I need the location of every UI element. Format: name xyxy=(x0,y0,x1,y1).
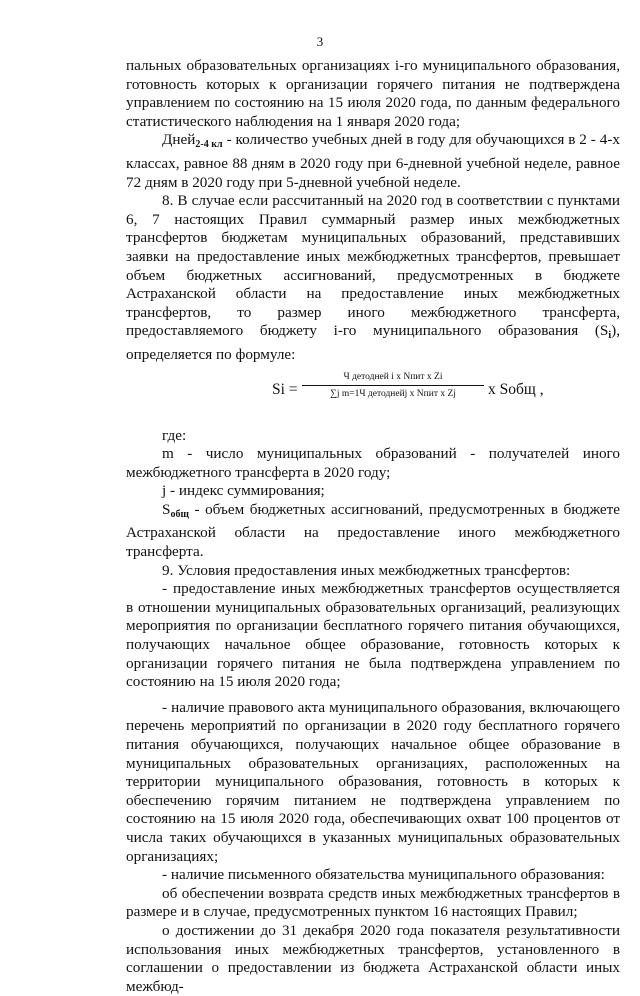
formula-rhs: x Sобщ , xyxy=(488,380,544,398)
paragraph-item-8 xyxy=(126,192,620,364)
days-symbol: Дней xyxy=(162,131,196,149)
s-subscript: общ xyxy=(170,508,189,520)
s-definition-text: - объем бюджетных ассигнований, предусмотренных в бюджете Астраханской области на предоставление иного межбюджетного трансферта. xyxy=(126,500,620,561)
condition-3b: о достижении до 31 декабря 2020 года показателя результативности использования иных межбюджетных трансфертов, установленного в соглашении о предоставлении из бюджета Астраханской области иных межбюд- xyxy=(126,921,620,995)
formula-denominator: ∑j m=1Ч детоднейj х Nпит х Zj xyxy=(330,388,456,399)
condition-1: - предоставление иных межбюджетных трансфертов осуществляется в отношении муниципальных образовательных организаций, реализующих мероприятия по организации бесплатного горячего питания обучающихся, получающих начальное общее образование, готовность которых к организации горячего питания не была подтверждена управлением по состоянию на 15 июля 2020 года; xyxy=(126,580,620,691)
definition-s xyxy=(126,501,620,562)
formula-numerator: Ч детодней i х Nпит х Zi xyxy=(302,371,484,386)
condition-3: - наличие письменного обязательства муниципального образования: xyxy=(162,866,605,884)
item-8-subscript: i xyxy=(608,330,612,342)
page-number: 3 xyxy=(316,34,324,49)
paragraph-days-definition xyxy=(126,131,620,192)
definition-m: m - число муниципальных образований - получателей иного межбюджетного трансферта в 2020 году; xyxy=(126,445,620,481)
s-symbol: S xyxy=(162,500,171,518)
document-body xyxy=(126,57,620,996)
formula xyxy=(126,371,620,417)
paragraph-continuation: пальных образовательных организациях i-го муниципального образования, готовность которых к организации горячего питания не подтверждена управлением по состоянию на 15 июля 2020 года, по данным федерального статистического наблюдения на 1 января 2020 года; xyxy=(126,57,620,130)
item-8-end: ), определяется по формуле: xyxy=(126,322,620,363)
where-label: где: xyxy=(162,426,187,444)
formula-lhs: Si = xyxy=(272,380,298,398)
paragraph-item-9: 9. Условия предоставления иных межбюджетных трансфертов: xyxy=(162,561,571,579)
formula-fraction xyxy=(302,371,484,401)
days-subscript: 2-4 кл xyxy=(195,139,223,151)
days-definition-text: - количество учебных дней в году для обучающихся в 2 - 4-х классах, равное 88 дням в 2020 году при 6-дневной учебной неделе, равное 72 дням в 2020 году при 5-дневной учебной неделе. xyxy=(126,131,620,191)
condition-3a: об обеспечении возврата средств иных межбюджетных трансфертов в размере и в случае, предусмотренных пунктом 16 настоящих Правил; xyxy=(126,884,620,921)
definition-j: j - индекс суммирования; xyxy=(162,482,325,500)
condition-2: - наличие правового акта муниципального образования, включающего перечень мероприятий по организации в 2020 году бесплатного горячего питания обучающихся, получающих начальное общее образование в муниципальных образовательных организациях, расположенных на территории муниципального образования, готовность в которых к обеспечению горячим питанием не подтверждена управлением по состоянию на 15 июля 2020 года, обеспечивающих охват 100 процентов от числа таких обучающихся в указанных муниципальных образовательных организациях; xyxy=(126,698,620,865)
item-8-text: 8. В случае если рассчитанный на 2020 год в соответствии с пунктами 6, 7 настоящих Правил суммарный размер иных межбюджетных трансфертов бюджетам муниципальных образований, представивших заявки на предоставление иных межбюджетных трансфертов, превышает объем бюджетных ассигнований, предусмотренных в бюджете Астраханской области на предоставление иных межбюджетных трансфертов, то размер иного межбюджетного трансферта, предоставляемого бюджету i-го муниципального образования (S xyxy=(126,192,620,340)
